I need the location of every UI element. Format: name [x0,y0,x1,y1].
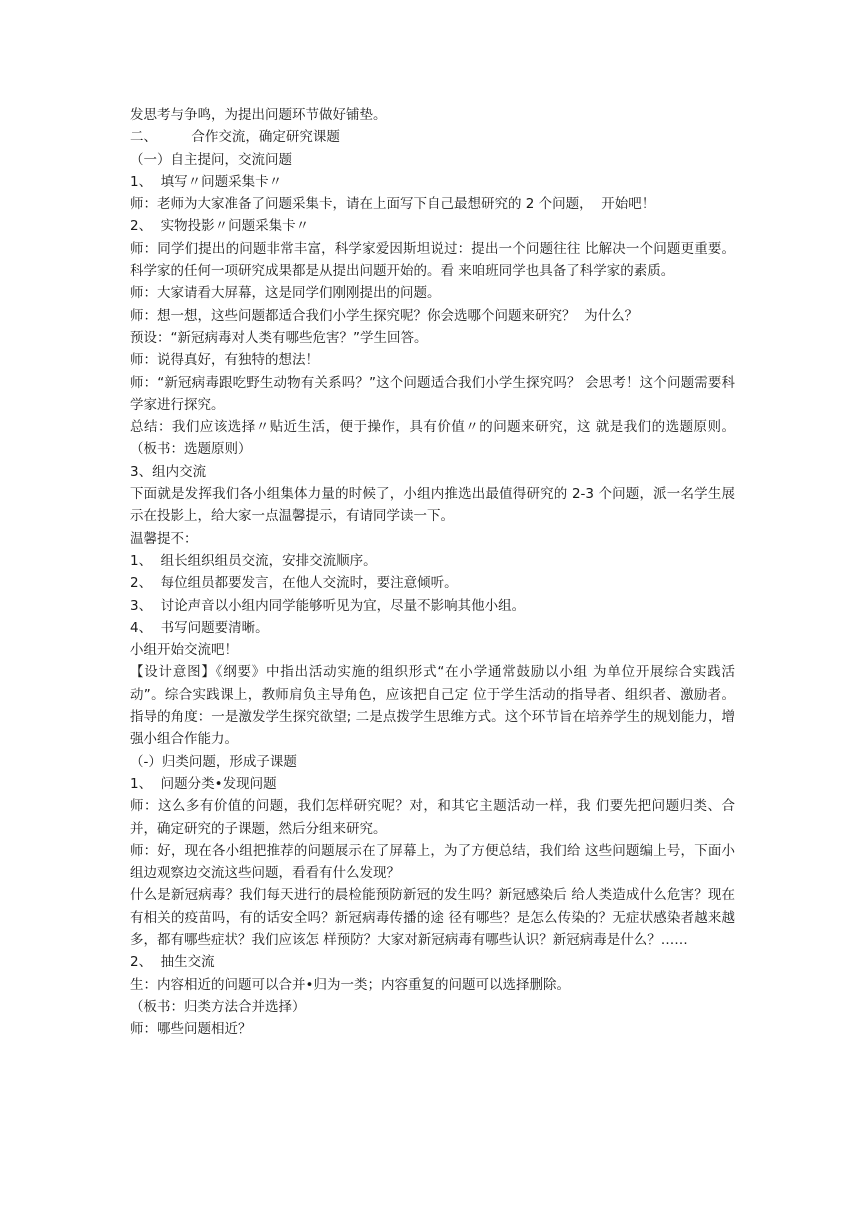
text-line: 预设：“新冠病毒对人类有哪些危害？”学生回答。 [130,329,428,346]
text-line: 师：老师为大家准备了问题采集卡，请在上面写下自己最想研究的 2 个问题， 开始吧！ [130,196,656,213]
paragraph: 师：好，现在各小组把推荐的问题展示在了屏幕上，为了方便总结，我们给 这些问题编上号，下面小组边观察边交流这些问题，看看有什么发现？ [130,842,735,882]
subsection-heading: （-）归类问题，形成子课题 [130,753,297,770]
step-item: 3、组内交流 [130,463,207,480]
tip-item: 4、 书写问题要清晰。 [130,619,269,636]
text-line: 发思考与争鸣，为提出问题环节做好铺垫。 [130,107,387,123]
paragraph: 师：这么多有价值的问题，我们怎样研究呢？对，和其它主题活动一样，我 们要先把问题归类、合并，确定研究的子课题，然后分组来研究。 [130,798,735,837]
step-item: 1、 问题分类•发现问题 [130,775,277,792]
paragraph: 下面就是发挥我们各小组集体力量的时候了，小组内推选出最值得研究的 2-3 个问题，派一名学生展示在投影上，给大家一点温馨提示，有请同学读一下。 [130,486,735,525]
text-line: 师：大家请看大屏幕，这是同学们刚刚提出的问题。 [130,285,441,302]
section-heading: 二、 合作交流，确定研究课题 [130,129,340,146]
text-line: 师：想一想，这些问题都适合我们小学生探究呢？你会选哪个问题来研究？ 为什么？ [130,307,639,324]
tip-item: 2、 每位组员都要发言，在他人交流时，要注意倾听。 [130,575,458,592]
step-item: 1、 填写〃问题采集卡〃 [130,173,283,190]
text-line: （板书：归类方法合并选择） [130,998,306,1015]
step-item: 2、 抽生交流 [130,954,215,971]
step-item: 2、 实物投影〃问题采集卡〃 [130,218,310,235]
text-line: 生：内容相近的问题可以合并•归为一类；内容重复的问题可以选择删除。 [130,976,570,993]
text-line: 小组开始交流吧！ [130,642,238,659]
document-body [130,104,735,1040]
tip-item: 1、 组长组织组员交流，安排交流顺序。 [130,552,377,569]
tip-item: 3、 讨论声音以小组内同学能够听见为宜，尽量不影响其他小组。 [130,597,526,614]
paragraph: 师：“新冠病毒跟吃野生动物有关系吗？”这个问题适合我们小学生探究吗？ 会思考！这个问题需要科学家进行探究。 [130,374,735,413]
text-line: 师：说得真好，有独特的想法！ [130,352,319,369]
text-line: 师：哪些问题相近？ [130,1021,252,1038]
tips-heading: 温馨提不： [130,530,198,547]
subsection-heading: （一）自主提问，交流问题 [130,151,292,168]
design-intent-paragraph: 【设计意图】《纲要》中指出活动实施的组织形式“在小学通常鼓励以小组 为单位开展综合实践活动”。综合实践课上，教师肩负主导角色，应该把自己定 位于学生活动的指导者、组织者、激励者。指导的角度：一是激发学生探究欲望; 二是点拨学生思维方式。这个环节旨在培养学生的规划能力，增强小组合作能力。 [130,664,735,748]
paragraph: 师：同学们提出的问题非常丰富，科学家爱因斯坦说过：提出一个问题往往 比解决一个问题更重要。科学家的任何一项研究成果都是从提出问题开始的。看 来咱班同学也具备了科学家的素质。 [130,240,735,280]
paragraph: 什么是新冠病毒？我们每天进行的晨检能预防新冠的发生吗？新冠感染后 给人类造成什么危害？现在有相关的疫苗吗，有的话安全吗？新冠病毒传播的途 径有哪些？是怎么传染的？无症状感染者越来越多，都有哪些症状？我们应该怎 样预防？大家对新冠病毒有哪些认识？新冠病毒是什么？…… [130,887,735,948]
paragraph: 总结：我们应该选择〃贴近生活，便于操作，具有价值〃的问题来研究，这 就是我们的选题原则。（板书：选题原则） [130,419,735,458]
